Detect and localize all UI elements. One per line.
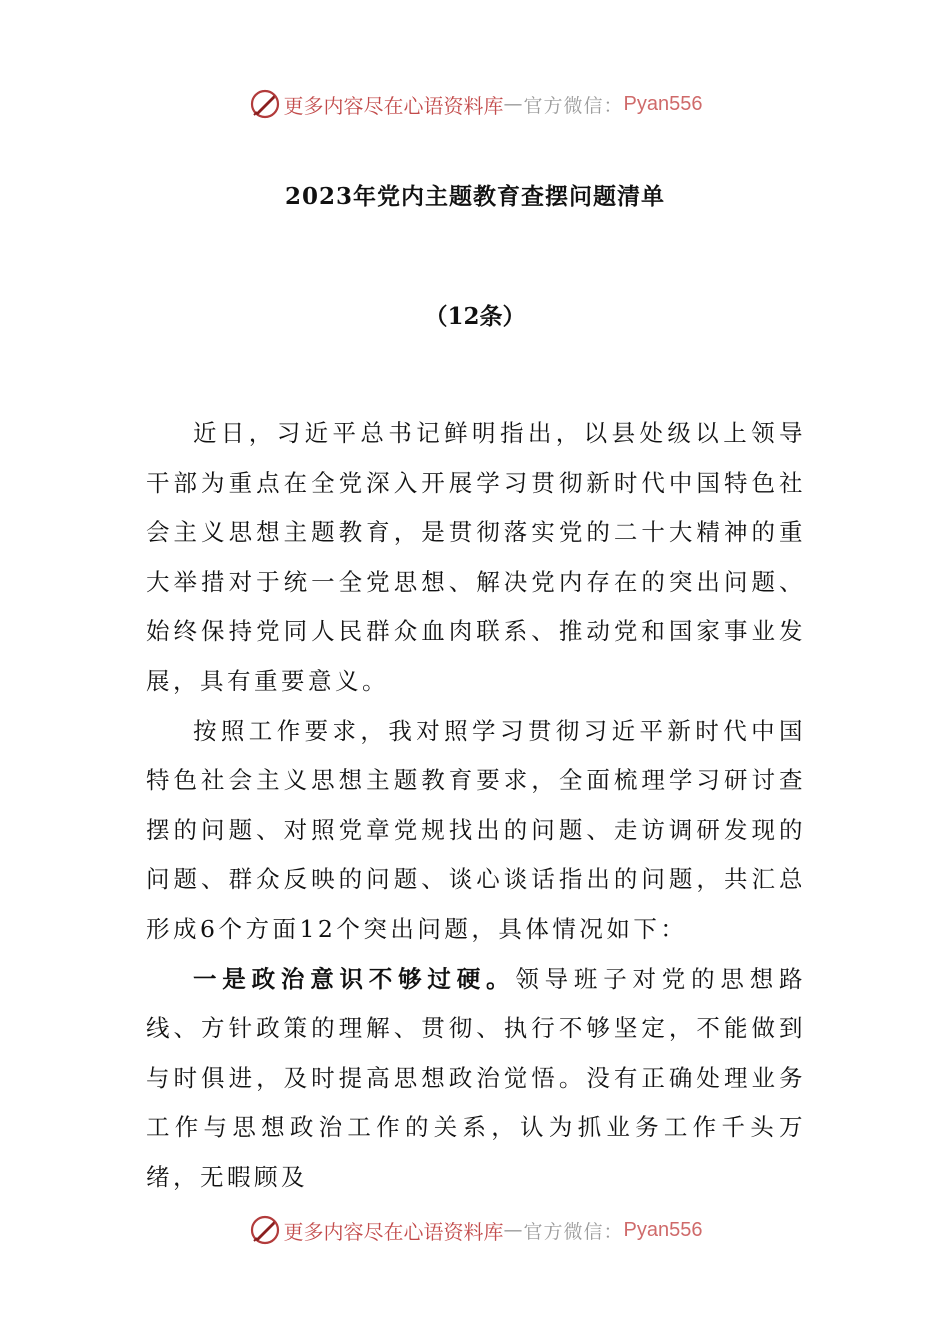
issue-one-heading: 一是政治意识不够过硬。 [193,964,516,993]
watermark-banner-top [0,82,950,126]
watermark-wechat-label: 官方微信： [523,1220,624,1243]
watermark-wechat-id: Pyan556 [623,1218,703,1241]
watermark-banner-bottom [0,1208,950,1252]
document-body [146,409,806,1203]
paragraph-intro: 近日，习近平总书记鲜明指出，以县处级以上领导干部为重点在全党深入开展学习贯彻新时代中国特色社会主义思想主题教育，是贯彻落实党的二十大精神的重大举措对于统一全党思想、解决党内存在的突出问题、始终保持党同人民群众血肉联系、推动党和国家事业发展，具有重要意义。 [146,419,806,695]
paragraph-issue-one [146,955,806,1203]
watermark-lead-text: 更多内容尽在心语资料库 [283,93,504,118]
pen-circle-icon [248,87,282,121]
issue-one-text: 领导班子对党的思想路线、方针政策的理解、贯彻、执行不够坚定，不能做到与时俱进，及时提高思想政治觉悟。没有正确处理业务工作与思想政治工作的关系，认为抓业务工作千头万绪，无暇顾及 [146,964,807,1191]
watermark-wechat-label: 官方微信： [523,94,624,117]
document-title: 2023年党内主题教育查摆问题清单 [284,183,665,210]
pen-circle-icon [248,1213,282,1247]
watermark-dash: — [503,1219,524,1241]
paragraph-summary: 按照工作要求，我对照学习贯彻习近平新时代中国特色社会主义思想主题教育要求，全面梳理学习研讨查摆的问题、对照党章党规找出的问题、走访调研发现的问题、群众反映的问题、谈心谈话指出的问题，共汇总形成6个方面12个突出问题，具体情况如下： [146,716,806,943]
watermark-wechat-id: Pyan556 [623,92,703,115]
watermark-dash: — [503,93,524,115]
watermark-lead-text: 更多内容尽在心语资料库 [283,1219,504,1244]
document-subtitle: （12条） [424,303,526,330]
